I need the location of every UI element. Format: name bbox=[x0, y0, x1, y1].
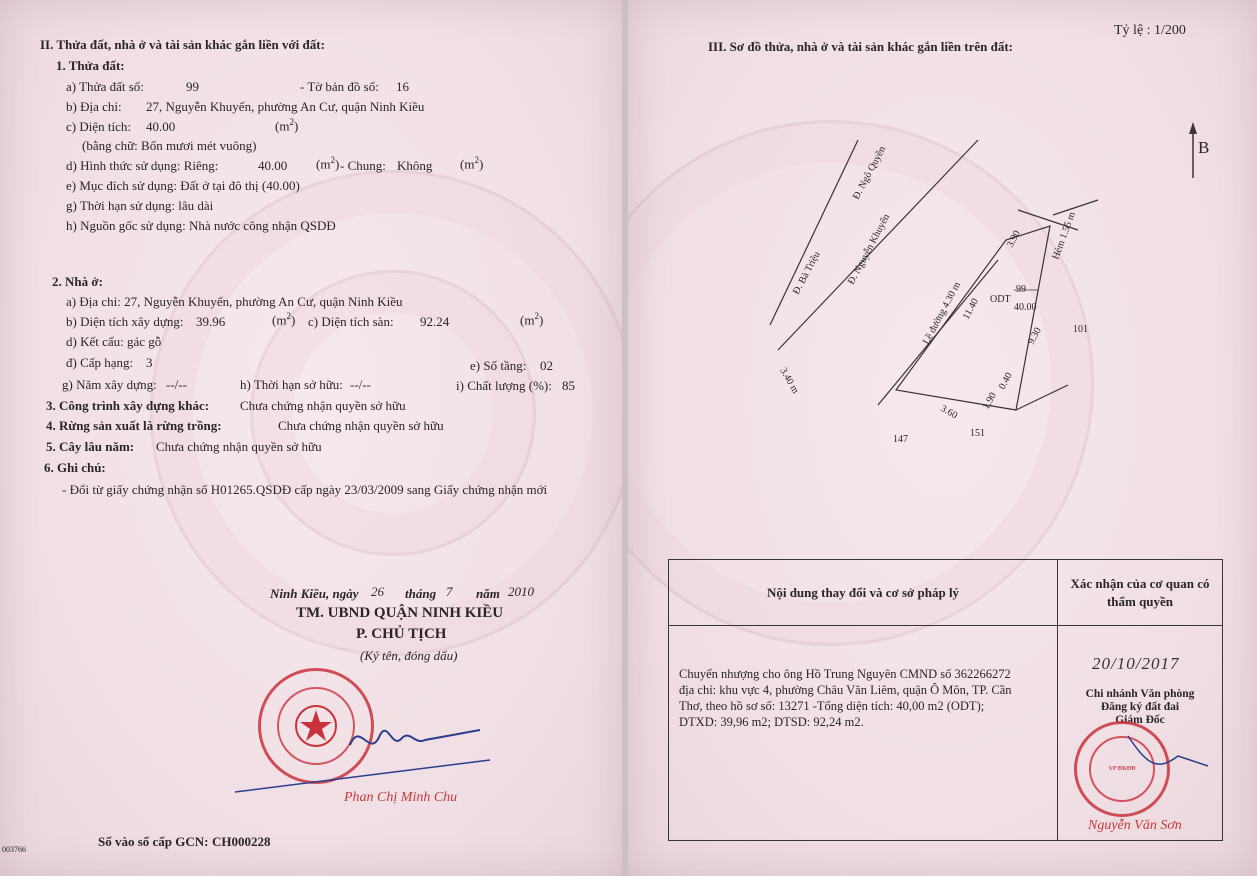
changes-confirmation bbox=[1058, 626, 1223, 841]
year: --/-- bbox=[166, 377, 187, 392]
date-month: 7 bbox=[446, 584, 453, 599]
neighbor-147: 147 bbox=[893, 434, 908, 445]
dim-top: 3.90 bbox=[1004, 228, 1023, 250]
dim-long1: 11.40 bbox=[960, 296, 982, 322]
quality: 85 bbox=[562, 378, 575, 393]
land-address: 27, Nguyễn Khuyến, phường An Cư, quận Ninh Kiều bbox=[146, 99, 425, 114]
item3-value: Chưa chứng nhận quyền sở hữu bbox=[240, 398, 406, 413]
content-line-2: địa chỉ: khu vực 4, phường Châu Văn Liêm, quận Ô Môn, TP. Cần bbox=[679, 683, 1012, 697]
quality-label: i) Chất lượng (%): bbox=[456, 378, 552, 393]
house-address: a) Địa chỉ: 27, Nguyễn Khuyến, phường An Cư, quận Ninh Kiều bbox=[66, 294, 403, 309]
house-heading: 2. Nhà ở: bbox=[52, 274, 103, 289]
changes-col1-header: Nội dung thay đổi và cơ sở pháp lý bbox=[669, 560, 1058, 626]
date-year: 2010 bbox=[508, 584, 534, 599]
land-heading: 1. Thửa đất: bbox=[56, 58, 125, 73]
floor-area-unit: $(m^2)$ bbox=[520, 311, 544, 328]
content-line-1: Chuyển nhượng cho ông Hồ Trung Nguyên CMND số 362266272 bbox=[679, 667, 1011, 681]
parcel-no: 99 bbox=[186, 79, 199, 94]
dim-bottom2: 1.90 bbox=[980, 390, 999, 412]
dim-bottom3: 0.40 bbox=[996, 370, 1015, 392]
scale: Tỷ lệ : 1/200 bbox=[1114, 23, 1186, 38]
item3-label: 3. Công trình xây dựng khác: bbox=[46, 398, 210, 413]
floor-area: 92.24 bbox=[420, 314, 450, 329]
parcel-diagram bbox=[758, 120, 1218, 460]
registry-label: Số vào sổ cấp GCN: bbox=[98, 834, 209, 849]
floors-label: e) Số tầng: bbox=[470, 358, 527, 373]
serial-fragment: 003766 bbox=[2, 845, 26, 854]
land-area: 40.00 bbox=[146, 119, 176, 134]
street-nguyen-khuyen: Đ. Nguyễn Khuyến bbox=[845, 212, 893, 287]
item6-label: 6. Ghi chú: bbox=[44, 460, 106, 475]
registry-no: CH000228 bbox=[212, 834, 271, 849]
address-label: b) Địa chỉ: bbox=[66, 99, 122, 114]
own-term: --/-- bbox=[350, 377, 371, 392]
right-page bbox=[628, 0, 1257, 876]
street-ngo-quyen: Đ. Ngô Quyền bbox=[850, 144, 889, 202]
date-place: Ninh Kiều, ngày bbox=[270, 586, 359, 601]
area-label: c) Diện tích: bbox=[66, 119, 131, 134]
use-private-unit: $(m^2)$ bbox=[316, 155, 340, 172]
date-year-label: năm bbox=[476, 586, 500, 601]
north-label: B bbox=[1198, 138, 1210, 157]
signature-right bbox=[1118, 726, 1218, 786]
street-ba-trieu: Đ. Bà Triệu bbox=[790, 249, 823, 297]
date-month-label: tháng bbox=[405, 586, 437, 601]
map-sheet-label: - Tờ bản đồ số: bbox=[300, 79, 379, 94]
item6-value: - Đổi từ giấy chứng nhận số H01265.QSDĐ cấp ngày 23/03/2009 sang Giấy chứng nhận mới bbox=[62, 482, 548, 497]
sign-note: (Ký tên, đóng dấu) bbox=[360, 648, 458, 663]
changes-table bbox=[668, 559, 1223, 841]
content-line-3: Thơ, theo hồ sơ số: 13271 -Tổng diện tích: 40,00 m2 (ODT); bbox=[679, 699, 985, 713]
item4-value: Chưa chứng nhận quyền sở hữu bbox=[278, 418, 444, 433]
grade-label: đ) Cấp hạng: bbox=[66, 355, 134, 370]
use-common: Không bbox=[397, 158, 433, 173]
item5-value: Chưa chứng nhận quyền sở hữu bbox=[156, 439, 322, 454]
floor-area-label: c) Diện tích sàn: bbox=[308, 314, 394, 329]
date-day: 26 bbox=[371, 584, 384, 599]
parcel-area: 40.00 bbox=[1014, 302, 1037, 313]
alley-width: Hẻm 1.55 m bbox=[1050, 210, 1078, 262]
changes-col2-header: Xác nhận của cơ quan có thẩm quyền bbox=[1058, 560, 1223, 626]
area-words: (bằng chữ: Bốn mươi mét vuông) bbox=[82, 138, 257, 153]
issuing-role: P. CHỦ TỊCH bbox=[356, 626, 447, 642]
use-private: 40.00 bbox=[258, 158, 288, 173]
use-form-label: d) Hình thức sử dụng: Riêng: bbox=[66, 158, 219, 173]
confirm-org: Chi nhánh Văn phòng Đăng ký đất đai Giám Đốc bbox=[1085, 688, 1195, 726]
confirm-date: 20/10/2017 bbox=[1092, 654, 1180, 673]
use-common-unit: $(m^2)$ bbox=[460, 155, 484, 172]
year-label: g) Năm xây dựng: bbox=[62, 377, 157, 392]
sidewalk-width: Lề đường 4.30 m bbox=[920, 280, 964, 347]
dim-bottom1: 3.60 bbox=[938, 403, 960, 422]
land-purpose: e) Mục đích sử dụng: Đất ở tại đô thị (40.00) bbox=[66, 178, 300, 193]
signer-name-right: Nguyễn Văn Sơn bbox=[1088, 818, 1182, 833]
section3-title: III. Sơ đồ thửa, nhà ở và tài sản khác gắn liền trên đất: bbox=[708, 39, 1014, 54]
area-unit: $(m^2)$ bbox=[275, 117, 299, 134]
build-area: 39.96 bbox=[196, 314, 226, 329]
left-page bbox=[0, 0, 622, 876]
section2-title: II. Thửa đất, nhà ở và tài sản khác gắn liền với đất: bbox=[40, 37, 325, 52]
grade: 3 bbox=[146, 355, 153, 370]
signature-left bbox=[230, 700, 500, 800]
house-structure: d) Kết cấu: gác gỗ bbox=[66, 334, 162, 349]
neighbor-101: 101 bbox=[1073, 324, 1088, 335]
own-term-label: h) Thời hạn sở hữu: bbox=[240, 377, 343, 392]
item5-label: 5. Cây lâu năm: bbox=[46, 439, 135, 454]
parcel-label: a) Thửa đất số: bbox=[66, 79, 144, 94]
seal-text: VP ĐKĐĐ bbox=[1089, 736, 1155, 802]
changes-content bbox=[669, 626, 1058, 841]
land-term: g) Thời hạn sử dụng: lâu dài bbox=[66, 198, 214, 213]
build-area-unit: $(m^2)$ bbox=[272, 311, 296, 328]
parcel-number: 99 bbox=[1016, 284, 1026, 295]
content-line-4: DTXD: 39,96 m2; DTSD: 92,24 m2. bbox=[679, 715, 864, 729]
map-sheet-no: 16 bbox=[396, 79, 409, 94]
signer-name-left: Phan Chị Minh Chu bbox=[344, 790, 458, 805]
neighbor-151: 151 bbox=[970, 428, 985, 439]
floors: 02 bbox=[540, 358, 553, 373]
use-common-label: - Chung: bbox=[340, 158, 386, 173]
issuing-org: TM. UBND QUẬN NINH KIỀU bbox=[296, 605, 504, 621]
item4-label: 4. Rừng sản xuất là rừng trồng: bbox=[46, 418, 222, 433]
land-origin: h) Nguồn gốc sử dụng: Nhà nước công nhận QSDĐ bbox=[66, 218, 336, 233]
dim-long2: 9.30 bbox=[1025, 325, 1044, 347]
use-code: ODT bbox=[990, 294, 1011, 305]
width-left: 3.40 m bbox=[777, 366, 801, 396]
build-area-label: b) Diện tích xây dựng: bbox=[66, 314, 184, 329]
